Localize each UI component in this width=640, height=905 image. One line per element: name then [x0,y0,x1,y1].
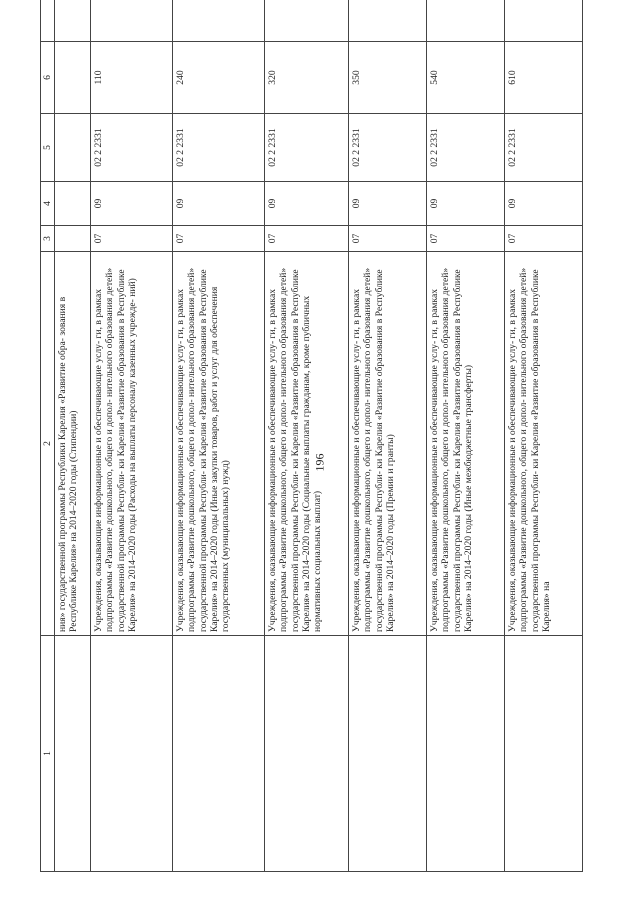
page-number: 196 [312,453,327,472]
row-cell-1 [427,636,505,872]
row-code-3: 07 [173,226,265,252]
row-code-5: 02 2 2331 [349,114,427,182]
row-description: Учреждения, оказывающие информационные и обеспечивающие услу- ги, в рамках подпрограммы «Развитие дошкольного, общего и допол- нительного образования детей» государственной программы Республи- ки Карелия «Развитие образования в Республике Карелия» на [505,252,583,636]
budget-table [40,0,583,872]
row-code-5: 02 2 2331 [265,114,349,182]
row-code-4: 09 [505,182,583,226]
col-header-1: 1 [41,636,55,872]
row-code-3: 07 [91,226,173,252]
row-code-4: 09 [427,182,505,226]
col-header-7 [41,0,55,42]
col-header-2: 2 [41,252,55,636]
table-row [265,0,349,872]
row-cell-1 [505,636,583,872]
col-header-5: 5 [41,114,55,182]
row-cell-1 [265,636,349,872]
row-amount [427,0,505,42]
row-code-3: 07 [349,226,427,252]
row-description: Учреждения, оказывающие информационные и обеспечивающие услу- ги, в рамках подпрограммы «Развитие дошкольного, общего и допол- нительного образования детей» государственной программы Республи- ки Карелия «Развитие образования в Республике Карелия» на 2014–2020 годы (Социальные выплаты гражданам, кроме публичных нормативных социальных выплат) [265,252,349,636]
budget-table-rotated [40,32,600,872]
row-code-4: 09 [173,182,265,226]
row-code-3 [55,226,91,252]
row-code-6 [55,42,91,114]
row-amount [265,0,349,42]
row-code-4: 09 [91,182,173,226]
row-amount [505,0,583,42]
row-code-5: 02 2 2331 [505,114,583,182]
row-amount [55,0,91,42]
row-code-6: 110 [91,42,173,114]
row-code-3: 07 [427,226,505,252]
header-row [41,0,55,872]
row-code-4 [55,182,91,226]
table-row [427,0,505,872]
row-cell-1 [349,636,427,872]
row-amount [91,0,173,42]
row-amount [173,0,265,42]
row-code-5: 02 2 2331 [91,114,173,182]
row-cell-1 [91,636,173,872]
col-header-6: 6 [41,42,55,114]
col-header-3: 3 [41,226,55,252]
row-amount [349,0,427,42]
row-description: Учреждения, оказывающие информационные и обеспечивающие услу- ги, в рамках подпрограммы «Развитие дошкольного, общего и допол- нительного образования детей» государственной программы Республи- ки Карелия «Развитие образования в Республике Карелия» на 2014–2020 годы (Премии и гранты) [349,252,427,636]
row-code-6: 350 [349,42,427,114]
table-row [55,0,91,872]
row-description: Учреждения, оказывающие информационные и обеспечивающие услу- ги, в рамках подпрограммы «Развитие дошкольного, общего и допол- нительного образования детей» государственной программы Республи- ки Карелия «Развитие образования в Республике Карелия» на 2014–2020 годы (Расходы на выплаты персоналу казенных учрежде- ний) [91,252,173,636]
row-code-6: 240 [173,42,265,114]
row-code-6: 320 [265,42,349,114]
table-row [173,0,265,872]
col-header-4: 4 [41,182,55,226]
row-description: Учреждения, оказывающие информационные и обеспечивающие услу- ги, в рамках подпрограммы «Развитие дошкольного, общего и допол- нительного образования детей» государственной программы Республи- ки Карелия «Развитие образования в Республике Карелия» на 2014–2020 годы (Иные межбюджетные трансферты) [427,252,505,636]
row-code-3: 07 [265,226,349,252]
row-code-5: 02 2 2331 [427,114,505,182]
row-code-4: 09 [265,182,349,226]
row-code-3: 07 [505,226,583,252]
row-description: Учреждения, оказывающие информационные и обеспечивающие услу- ги, в рамках подпрограммы «Развитие дошкольного, общего и допол- нительного образования детей» государственной программы Республи- ки Карелия «Развитие образования в Республике Карелия» на 2014–2020 годы (Иные закупки товаров, работ и услуг для обеспечения государственных (муниципальных) нужд) [173,252,265,636]
row-code-5: 02 2 2331 [173,114,265,182]
table-row [91,0,173,872]
row-cell-1 [173,636,265,872]
row-code-4: 09 [349,182,427,226]
row-code-5 [55,114,91,182]
table-row [505,0,583,872]
row-description: ния» государственной программы Республики Карелия «Развитие обра- зования в Республике Карелия» на 2014–2020 годы (Стипендии) [55,252,91,636]
row-cell-1 [55,636,91,872]
table-row [349,0,427,872]
row-code-6: 540 [427,42,505,114]
row-code-6: 610 [505,42,583,114]
